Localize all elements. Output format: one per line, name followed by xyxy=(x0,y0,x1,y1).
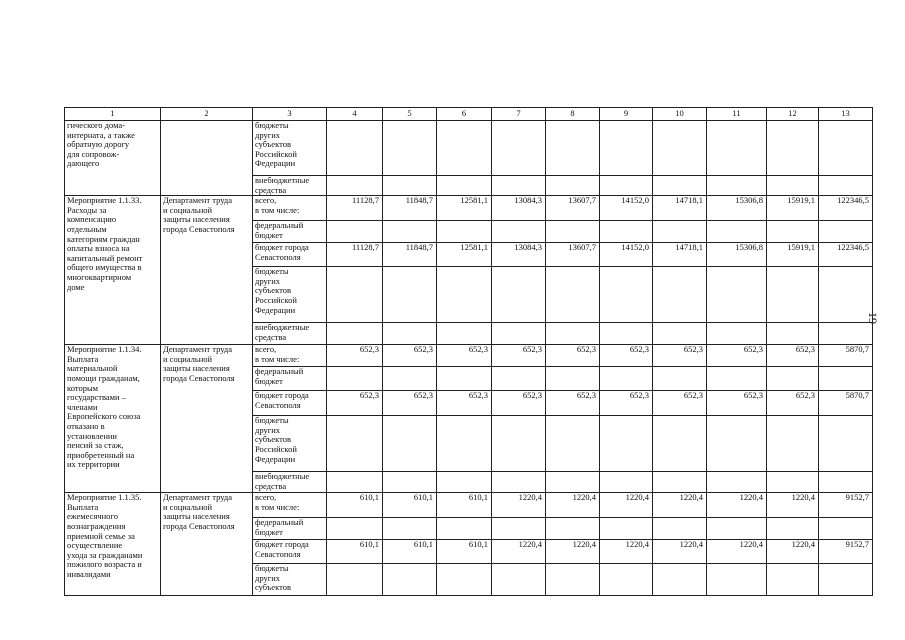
value-cell: 1220,4 xyxy=(546,493,600,518)
value-cell xyxy=(819,472,873,493)
value-cell: 652,3 xyxy=(707,345,767,367)
funding-source xyxy=(253,472,327,493)
value-cell: 1220,4 xyxy=(653,540,707,564)
text-line: их территории xyxy=(67,459,120,470)
value-cell: 11848,7 xyxy=(383,243,437,267)
value-cell xyxy=(383,416,437,472)
text-line: всего, xyxy=(255,344,277,355)
text-line: помощи гражданам, xyxy=(67,372,140,383)
value-cell: 652,3 xyxy=(653,391,707,416)
text-line: Департамент труда xyxy=(163,344,233,355)
value-cell xyxy=(492,564,546,596)
value-cell xyxy=(819,121,873,176)
value-cell xyxy=(327,518,383,540)
text-line: Федерации xyxy=(255,453,296,464)
text-line: бюджеты xyxy=(255,266,289,277)
text-line: Мероприятие 1.1.34. xyxy=(67,344,142,355)
value-cell: 1220,4 xyxy=(492,493,546,518)
value-cell: 610,1 xyxy=(437,540,492,564)
column-header: 4 xyxy=(327,108,383,121)
value-cell: 11128,7 xyxy=(327,196,383,221)
text-line: других xyxy=(255,129,280,140)
text-line: всего, xyxy=(255,492,277,503)
funding-source xyxy=(253,416,327,472)
text-line: приобретенный на xyxy=(67,449,135,460)
department xyxy=(161,493,253,596)
text-line: субъектов xyxy=(255,139,291,150)
value-cell xyxy=(546,518,600,540)
text-line: субъектов xyxy=(255,434,291,445)
value-cell xyxy=(600,518,653,540)
text-line: и социальной xyxy=(163,501,213,512)
value-cell: 12581,1 xyxy=(437,196,492,221)
text-line: Мероприятие 1.1.33. xyxy=(67,195,142,206)
value-cell xyxy=(819,323,873,345)
table-body xyxy=(65,108,873,596)
text-line: общего имущества в xyxy=(67,262,142,273)
value-cell xyxy=(767,221,819,243)
text-line: Европейского союза xyxy=(67,411,141,422)
value-cell xyxy=(437,472,492,493)
value-cell: 5870,7 xyxy=(819,345,873,367)
text-line: Российской xyxy=(255,294,297,305)
text-line: Федерации xyxy=(255,158,296,169)
text-line: интерната, а также xyxy=(67,129,135,140)
value-cell: 14152,0 xyxy=(600,196,653,221)
column-header: 10 xyxy=(653,108,707,121)
value-cell xyxy=(327,121,383,176)
column-header: 8 xyxy=(546,108,600,121)
text-line: средства xyxy=(255,331,287,342)
value-cell: 1220,4 xyxy=(600,493,653,518)
text-line: многоквартирном xyxy=(67,271,132,282)
column-header: 1 xyxy=(65,108,161,121)
value-cell: 14718,1 xyxy=(653,196,707,221)
text-line: пожилого возраста и xyxy=(67,559,142,570)
text-line: государствами – xyxy=(67,392,126,403)
value-cell: 11848,7 xyxy=(383,196,437,221)
funding-source xyxy=(253,345,327,367)
text-line: для сопровож- xyxy=(67,148,120,159)
value-cell xyxy=(327,472,383,493)
department xyxy=(161,345,253,493)
text-line: Российской xyxy=(255,148,297,159)
measure-name xyxy=(65,493,161,596)
value-cell: 13084,3 xyxy=(492,196,546,221)
value-cell xyxy=(437,323,492,345)
text-line: бюджеты xyxy=(255,120,289,130)
measure-name xyxy=(65,121,161,196)
value-cell xyxy=(327,367,383,391)
value-cell xyxy=(819,416,873,472)
value-cell xyxy=(600,267,653,323)
column-header: 9 xyxy=(600,108,653,121)
value-cell xyxy=(819,564,873,596)
page-number: 19 xyxy=(866,312,880,324)
text-line: пенсий за стаж, xyxy=(67,440,124,451)
funding-source xyxy=(253,518,327,540)
text-line: капитальный ремонт xyxy=(67,252,143,263)
value-cell: 14152,0 xyxy=(600,243,653,267)
column-header: 2 xyxy=(161,108,253,121)
text-line: федеральный xyxy=(255,220,304,231)
value-cell xyxy=(767,367,819,391)
value-cell: 652,3 xyxy=(327,391,383,416)
text-line: защиты населения xyxy=(163,363,230,374)
value-cell: 652,3 xyxy=(492,391,546,416)
value-cell xyxy=(383,472,437,493)
value-cell: 652,3 xyxy=(600,391,653,416)
value-cell: 652,3 xyxy=(383,391,437,416)
text-line: бюджеты xyxy=(255,563,289,574)
value-cell xyxy=(819,518,873,540)
value-cell xyxy=(437,121,492,176)
text-line: осуществление xyxy=(67,540,123,551)
text-line: бюджет xyxy=(255,526,283,537)
text-line: оплаты взноса на xyxy=(67,243,130,254)
value-cell xyxy=(546,176,600,196)
value-cell: 610,1 xyxy=(327,493,383,518)
value-cell xyxy=(437,267,492,323)
value-cell: 610,1 xyxy=(327,540,383,564)
value-cell xyxy=(546,416,600,472)
value-cell xyxy=(707,267,767,323)
text-line: Мероприятие 1.1.35. xyxy=(67,492,142,503)
value-cell: 5870,7 xyxy=(819,391,873,416)
value-cell xyxy=(492,176,546,196)
value-cell: 1220,4 xyxy=(600,540,653,564)
text-line: приемной семье за xyxy=(67,530,135,541)
text-line: установлении xyxy=(67,430,117,441)
value-cell xyxy=(707,367,767,391)
text-line: материальной xyxy=(67,363,118,374)
value-cell xyxy=(653,367,707,391)
value-cell: 652,3 xyxy=(492,345,546,367)
value-cell xyxy=(437,176,492,196)
value-cell xyxy=(653,518,707,540)
text-line: защиты населения xyxy=(163,511,230,522)
funding-source xyxy=(253,323,327,345)
value-cell xyxy=(653,267,707,323)
text-line: бюджет города xyxy=(255,390,309,401)
department xyxy=(161,121,253,196)
text-line: других xyxy=(255,424,280,435)
value-cell: 652,3 xyxy=(437,345,492,367)
column-header: 5 xyxy=(383,108,437,121)
value-cell: 652,3 xyxy=(600,345,653,367)
funding-source xyxy=(253,540,327,564)
value-cell: 11128,7 xyxy=(327,243,383,267)
funding-source xyxy=(253,221,327,243)
value-cell: 13084,3 xyxy=(492,243,546,267)
text-line: Выплата xyxy=(67,501,99,512)
text-line: в том числе: xyxy=(255,353,300,364)
text-line: членами xyxy=(67,401,98,412)
value-cell: 12581,1 xyxy=(437,243,492,267)
value-cell: 652,3 xyxy=(327,345,383,367)
value-cell: 652,3 xyxy=(546,391,600,416)
value-cell xyxy=(653,472,707,493)
value-cell xyxy=(492,416,546,472)
funding-source xyxy=(253,493,327,518)
value-cell xyxy=(767,416,819,472)
text-line: бюджет xyxy=(255,229,283,240)
value-cell xyxy=(653,221,707,243)
value-cell: 9152,7 xyxy=(819,540,873,564)
value-cell xyxy=(327,323,383,345)
text-line: других xyxy=(255,275,280,286)
value-cell xyxy=(767,472,819,493)
table-row xyxy=(65,196,873,221)
value-cell xyxy=(600,323,653,345)
value-cell xyxy=(327,416,383,472)
value-cell: 652,3 xyxy=(653,345,707,367)
value-cell: 15306,8 xyxy=(707,196,767,221)
value-cell xyxy=(383,323,437,345)
value-cell xyxy=(437,518,492,540)
text-line: средства xyxy=(255,184,287,195)
value-cell xyxy=(546,121,600,176)
value-cell: 1220,4 xyxy=(653,493,707,518)
value-cell: 1220,4 xyxy=(546,540,600,564)
value-cell xyxy=(600,416,653,472)
text-line: федеральный xyxy=(255,517,304,528)
table-row xyxy=(65,121,873,176)
value-cell xyxy=(653,416,707,472)
value-cell xyxy=(707,176,767,196)
value-cell xyxy=(383,518,437,540)
text-line: категориям граждан xyxy=(67,233,140,244)
value-cell xyxy=(383,176,437,196)
text-line: других xyxy=(255,572,280,583)
text-line: Расходы за xyxy=(67,204,107,215)
funding-source xyxy=(253,243,327,267)
value-cell xyxy=(600,472,653,493)
value-cell xyxy=(707,518,767,540)
value-cell: 610,1 xyxy=(437,493,492,518)
funding-source xyxy=(253,176,327,196)
value-cell xyxy=(707,564,767,596)
text-line: Севастополя xyxy=(255,251,301,262)
value-cell xyxy=(492,267,546,323)
value-cell xyxy=(383,221,437,243)
value-cell xyxy=(819,221,873,243)
value-cell: 652,3 xyxy=(546,345,600,367)
funding-source xyxy=(253,196,327,221)
value-cell xyxy=(492,367,546,391)
value-cell xyxy=(767,564,819,596)
value-cell xyxy=(383,367,437,391)
text-line: вознаграждения xyxy=(67,520,126,531)
value-cell xyxy=(546,472,600,493)
value-cell: 9152,7 xyxy=(819,493,873,518)
value-cell: 652,3 xyxy=(767,391,819,416)
text-line: Севастополя xyxy=(255,399,301,410)
budget-table xyxy=(64,107,873,596)
text-line: Российской xyxy=(255,443,297,454)
value-cell: 652,3 xyxy=(707,391,767,416)
text-line: средства xyxy=(255,480,287,491)
value-cell xyxy=(327,564,383,596)
text-line: Департамент труда xyxy=(163,195,233,206)
text-line: в том числе: xyxy=(255,501,300,512)
value-cell: 15919,1 xyxy=(767,243,819,267)
column-header: 3 xyxy=(253,108,327,121)
value-cell: 652,3 xyxy=(767,345,819,367)
column-header: 6 xyxy=(437,108,492,121)
text-line: отдельным xyxy=(67,223,107,234)
department xyxy=(161,196,253,345)
value-cell: 1220,4 xyxy=(767,493,819,518)
text-line: компенсацию xyxy=(67,214,117,225)
value-cell xyxy=(546,367,600,391)
value-cell: 1220,4 xyxy=(492,540,546,564)
text-line: внебюджетные xyxy=(255,471,310,482)
value-cell: 652,3 xyxy=(437,391,492,416)
value-cell xyxy=(492,323,546,345)
text-line: Выплата xyxy=(67,353,99,364)
value-cell xyxy=(383,564,437,596)
text-line: бюджеты xyxy=(255,415,289,426)
text-line: бюджет xyxy=(255,375,283,386)
value-cell xyxy=(600,367,653,391)
value-cell: 13607,7 xyxy=(546,243,600,267)
value-cell xyxy=(327,176,383,196)
measure-name xyxy=(65,196,161,345)
value-cell xyxy=(546,564,600,596)
text-line: города Севастополя xyxy=(163,520,235,531)
value-cell xyxy=(492,472,546,493)
value-cell xyxy=(437,367,492,391)
funding-source xyxy=(253,391,327,416)
value-cell xyxy=(383,121,437,176)
value-cell: 652,3 xyxy=(383,345,437,367)
text-line: Севастополя xyxy=(255,548,301,559)
value-cell: 13607,7 xyxy=(546,196,600,221)
text-line: Федерации xyxy=(255,304,296,315)
text-line: внебюджетные xyxy=(255,175,310,185)
value-cell: 1220,4 xyxy=(707,540,767,564)
value-cell xyxy=(600,121,653,176)
value-cell: 122346,5 xyxy=(819,243,873,267)
table-row xyxy=(65,345,873,367)
column-header: 12 xyxy=(767,108,819,121)
funding-source xyxy=(253,121,327,176)
value-cell: 1220,4 xyxy=(767,540,819,564)
value-cell: 122346,5 xyxy=(819,196,873,221)
value-cell xyxy=(600,564,653,596)
value-cell xyxy=(653,564,707,596)
text-line: которым xyxy=(67,382,99,393)
column-header: 11 xyxy=(707,108,767,121)
text-line: города Севастополя xyxy=(163,223,235,234)
value-cell xyxy=(327,221,383,243)
value-cell xyxy=(546,221,600,243)
value-cell xyxy=(437,564,492,596)
text-line: Департамент труда xyxy=(163,492,233,503)
text-line: всего, xyxy=(255,195,277,206)
value-cell xyxy=(492,121,546,176)
table-row xyxy=(65,493,873,518)
text-line: дающего xyxy=(67,158,100,169)
value-cell xyxy=(707,121,767,176)
text-line: отказано в xyxy=(67,420,105,431)
text-line: и социальной xyxy=(163,353,213,364)
value-cell xyxy=(546,323,600,345)
text-line: бюджет города xyxy=(255,242,309,253)
text-line: бюджет города xyxy=(255,539,309,550)
column-header: 7 xyxy=(492,108,546,121)
value-cell xyxy=(600,176,653,196)
value-cell xyxy=(819,176,873,196)
value-cell xyxy=(383,267,437,323)
value-cell xyxy=(767,267,819,323)
value-cell xyxy=(437,221,492,243)
value-cell: 15306,8 xyxy=(707,243,767,267)
value-cell xyxy=(546,267,600,323)
funding-source xyxy=(253,564,327,596)
funding-source xyxy=(253,267,327,323)
value-cell xyxy=(707,221,767,243)
text-line: инвалидами xyxy=(67,568,111,579)
text-line: субъектов xyxy=(255,582,291,593)
value-cell xyxy=(653,176,707,196)
value-cell: 610,1 xyxy=(383,493,437,518)
value-cell xyxy=(767,323,819,345)
value-cell xyxy=(327,267,383,323)
value-cell xyxy=(437,416,492,472)
value-cell xyxy=(707,416,767,472)
value-cell xyxy=(767,121,819,176)
value-cell xyxy=(707,472,767,493)
header-row xyxy=(65,108,873,121)
value-cell xyxy=(653,121,707,176)
value-cell xyxy=(767,176,819,196)
text-line: ежемесячного xyxy=(67,511,118,522)
text-line: субъектов xyxy=(255,285,291,296)
measure-name xyxy=(65,345,161,493)
text-line: в том числе: xyxy=(255,204,300,215)
text-line: внебюджетные xyxy=(255,322,310,333)
text-line: гического дома- xyxy=(67,120,126,130)
text-line: обратную дорогу xyxy=(67,139,130,150)
value-cell: 1220,4 xyxy=(707,493,767,518)
text-line: доме xyxy=(67,281,85,292)
column-header: 13 xyxy=(819,108,873,121)
value-cell xyxy=(492,221,546,243)
text-line: защиты населения xyxy=(163,214,230,225)
funding-source xyxy=(253,367,327,391)
value-cell xyxy=(819,267,873,323)
value-cell xyxy=(492,518,546,540)
text-line: федеральный xyxy=(255,366,304,377)
value-cell xyxy=(653,323,707,345)
text-line: ухода за гражданами xyxy=(67,549,143,560)
value-cell xyxy=(819,367,873,391)
value-cell: 14718,1 xyxy=(653,243,707,267)
value-cell: 15919,1 xyxy=(767,196,819,221)
value-cell: 610,1 xyxy=(383,540,437,564)
text-line: и социальной xyxy=(163,204,213,215)
value-cell xyxy=(707,323,767,345)
value-cell xyxy=(767,518,819,540)
text-line: города Севастополя xyxy=(163,372,235,383)
value-cell xyxy=(600,221,653,243)
